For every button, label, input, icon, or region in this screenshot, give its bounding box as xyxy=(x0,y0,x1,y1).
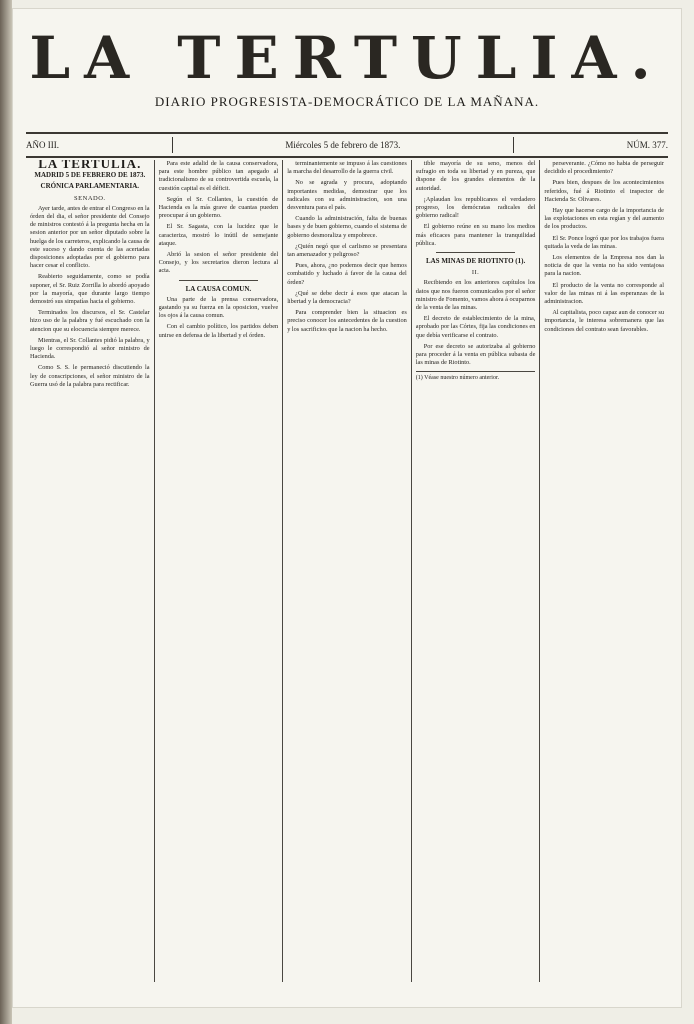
divider xyxy=(172,137,173,153)
issue-year: AÑO III. xyxy=(26,140,59,150)
binding-edge xyxy=(0,0,12,1024)
column-5 xyxy=(539,160,668,982)
paragraph: El producto de la venta no corresponde al valor de las minas ni á las esperanzas de la administracion. xyxy=(544,281,664,306)
paragraph: El gobierno reúne en su mano los medios más eficaces para mantener la tranquilidad pública. xyxy=(415,223,536,247)
paragraph: ¡Aplaudan los republicanos el verdadero progreso, los demócratas radicales del gobierno radical! xyxy=(415,195,536,220)
paragraph: tible mayoría de su seno, menos del sufragio en toda su libertad y en pureza, que dispone de los grandes elementos de la autoridad. xyxy=(415,160,536,192)
section-title: LA CAUSA COMUN. xyxy=(185,284,252,293)
divider xyxy=(513,137,514,153)
paragraph: El Sr. Sagasta, con la lucidez que le caracteriza, mostró lo inútil de semejante ataque. xyxy=(158,223,279,247)
column-1 xyxy=(26,160,154,982)
paragraph: terminantemente se impuso á las cuestiones la marcha del desarrollo de la guerra civil. xyxy=(287,160,407,176)
paragraph: ¿Qué se debe decir á esos que atacan la libertad y la democracia? xyxy=(287,289,407,306)
subsection-title: SENADO. xyxy=(74,194,106,202)
subsection-title: II. xyxy=(471,269,480,277)
paragraph: ¿Quién negó que el carlismo se presentara tan amenazador y peligroso? xyxy=(287,242,407,259)
paragraph: Para este adalid de la causa conservadora, para este hombre público tan apegado al tradicionalismo de su controvertida escuela, la cuestión capital es el déficit. xyxy=(158,160,279,192)
paragraph: Hay que hacerse cargo de la importancia de las explotaciones en esta regían y del aumento de los productos. xyxy=(544,207,664,231)
paragraph: Recibiendo en los anteriores capítulos los datos que nos fueron comunicados por el señor ministro de Fomento, vamos ahora á ocuparnos de la venta de las minas. xyxy=(415,279,536,312)
paragraph: No se agrada y procura, adoptando importantes medidas, demostrar que los radicales con su administracion, son una desventura para el país. xyxy=(287,179,407,212)
paragraph: Como S. S. le permaneció discutiendo la ley de conscripciones, el señor ministro de la Guerra usó de la palabra para rectificar. xyxy=(30,364,150,388)
newspaper-title: LA TERTULIA. xyxy=(29,24,665,92)
column-4 xyxy=(411,160,540,982)
issue-info-bar xyxy=(26,132,668,158)
dateline: MADRID 5 DE FEBRERO DE 1873. xyxy=(34,171,146,180)
paragraph: Según el Sr. Collantes, la cuestión de Hacienda es la más grave de cuantas pueden preocupar á un gobierno. xyxy=(158,195,279,220)
paragraph: Al capitalista, poco capaz aun de conocer su importancia, le interesa sobremanera que las condiciones del contrato sean favorables. xyxy=(544,309,664,333)
paragraph: Reabierto seguidamente, como se podía suponer, el Sr. Ruiz Zorrilla lo abordó apoyado por la mayoría, que durante largo tiempo demostró sus simpatías hacia el gobierno. xyxy=(30,273,150,306)
section-title: CRÓNICA PARLAMENTARIA. xyxy=(40,182,140,191)
issue-number: NÚM. 377. xyxy=(626,140,668,150)
column-heading: LA TERTULIA. xyxy=(38,160,142,171)
paragraph: Mientras, el Sr. Collantes pidió la palabra, y luego le correspondió al señor ministro de Hacienda. xyxy=(30,336,150,361)
paragraph: Terminados los discursos, el Sr. Castelar hizo uso de la palabra y fué escuchado con la atencion que su elocuencia siempre merece. xyxy=(30,309,150,333)
paragraph: perseverante. ¿Cómo no habia de perseguir decidido el procedimiento? xyxy=(544,160,664,176)
paragraph: Una parte de la prensa conservadora, gastando ya su fuerza en la oposicion, vuelve los ojos á la causa comun. xyxy=(158,295,279,320)
section-title: LAS MINAS DE RIOTINTO (1). xyxy=(425,257,526,266)
newspaper-subtitle: DIARIO PROGRESISTA-DEMOCRÁTICO DE LA MAÑANA. xyxy=(154,94,540,109)
paragraph: Ayer tarde, antes de entrar el Congreso en la órden del dia, el señor presidente del Consejo de ministros contestó á la pregunta hecha en la sesion anterior por un señor diputado sobre la huelga de los carreteros, explicando la causa de este suceso y dando cuenta de las acertadas disposiciones adoptadas por el gobierno para hacer cesar el conflicto. xyxy=(30,204,150,270)
masthead xyxy=(12,26,682,110)
issue-date: Miércoles 5 de febrero de 1873. xyxy=(285,140,401,150)
divider xyxy=(179,280,259,281)
paragraph: Los elementos de la Empresa nos dan la noticia de que la venta no ha sido ventajosa para la nacion. xyxy=(544,254,664,278)
paragraph: El decreto de establecimiento de la mina, aprobado por las Córtes, fija las condiciones en que debía verificarse el contrato. xyxy=(415,315,536,339)
column-3 xyxy=(282,160,411,982)
paragraph: Por ese decreto se autorizaba al gobierno para proceder á la venta en pública subasta de las minas de Riotinto. xyxy=(415,342,536,367)
paragraph: Para comprender bien la situacion es preciso conocer los antecedentes de la cuestion y los sacrificios que la nacion ha hecho. xyxy=(287,309,407,333)
paragraph: Abrió la sesion el señor presidente del Consejo, y los secretarios dieron lectura al acta. xyxy=(158,251,279,275)
paragraph: Con el cambio político, los partidos deben unirse en defensa de la libertad y el órden. xyxy=(158,323,279,339)
paragraph: Cuando la administración, falta de buenas bases y de buen gobierno, cuando el sistema de gobierno desmoraliza y empobrece. xyxy=(287,215,407,239)
divider xyxy=(436,252,516,253)
footnote: (1) Véase nuestro número anterior. xyxy=(416,371,536,382)
paragraph: El Sr. Ponce logró que por los trabajos fuera quitada la veda de las minas. xyxy=(544,234,664,250)
column-2 xyxy=(154,160,283,982)
paragraph: Pues bien, despues de los acontecimientos referidos, fué á Riotinto el inspector de Hacienda Sr. Olivares. xyxy=(544,179,664,203)
article-columns xyxy=(26,160,668,982)
paragraph: Pues, ahora, ¿no podemos decir que hemos combatido y luchado á favor de la causa del órden? xyxy=(287,262,407,286)
newspaper-page xyxy=(12,8,682,1008)
